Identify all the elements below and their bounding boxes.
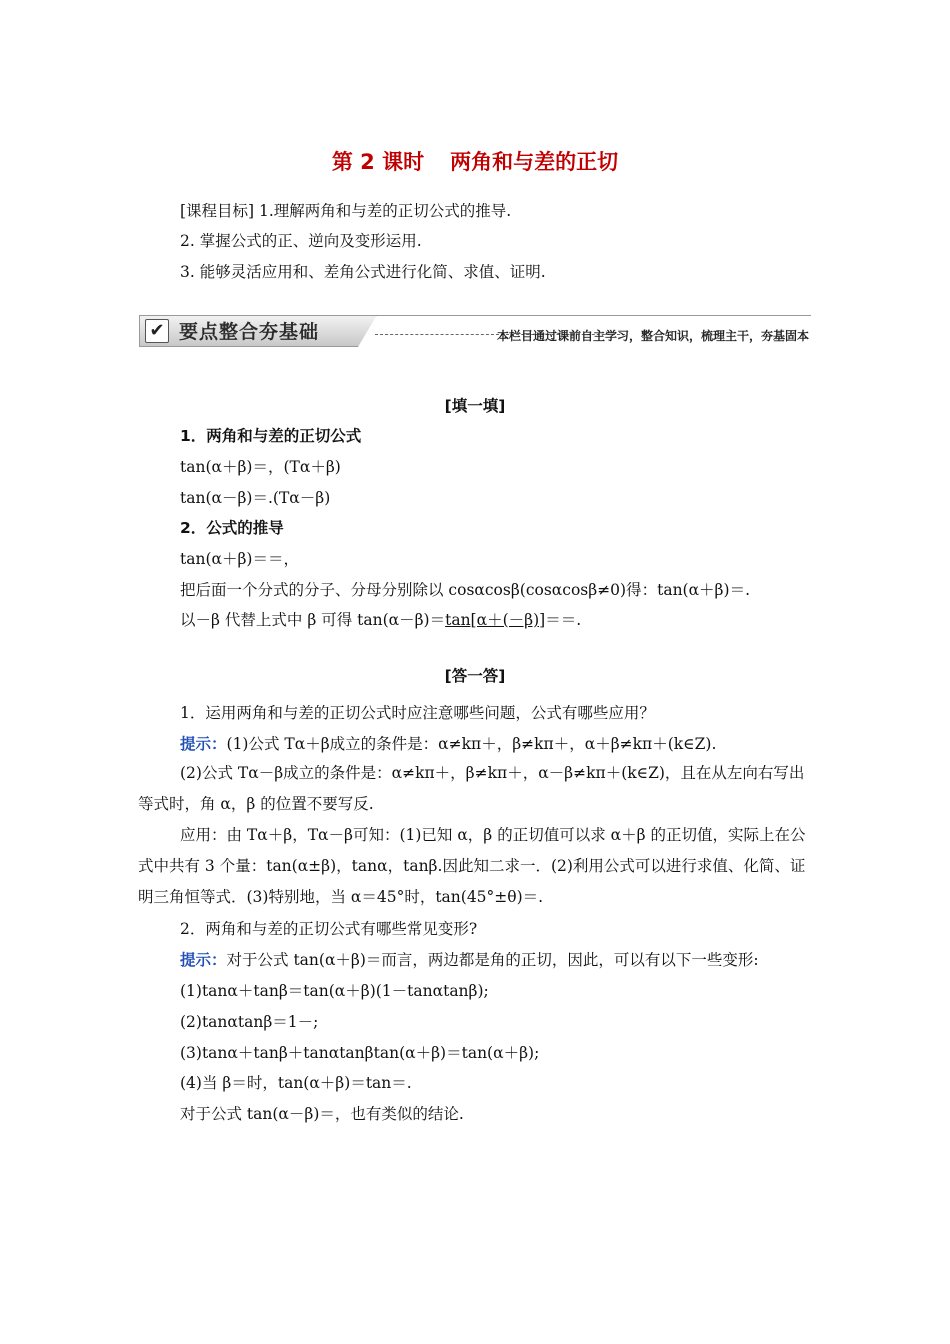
answer-1c: 应用：由 Tα＋β，Tα－β可知：(1)已知 α，β 的正切值可以求 α＋β 的正切值，实际上在公式中共有 3 个量：tan(α±β)，tanα，tanβ.因此知二求一．(2)利用公式可以进行求值、化简、证明三角恒等式．(3)特别地，当 α＝45°时，tan(45°±θ)＝.	[138, 826, 806, 906]
title-part2: 两角和与差的正切	[450, 150, 619, 174]
hint-label-2: 提示：	[180, 951, 227, 969]
formula-1: (1)tanα＋tanβ＝tan(α＋β)(1－tanαtanβ);	[180, 982, 489, 1000]
fill-line5	[180, 610, 581, 630]
lesson-title	[0, 146, 950, 176]
fill-line5-underlined: tan[α＋(－β)]	[445, 611, 546, 629]
objective-3: 3. 能够灵活应用和、差角公式进行化简、求值、证明.	[180, 263, 546, 281]
fill-line1: tan(α＋β)＝，(Tα＋β)	[180, 458, 341, 476]
objective-2: 2. 掌握公式的正、逆向及变形运用.	[180, 232, 422, 250]
objective-1: [课程目标] 1.理解两角和与差的正切公式的推导.	[180, 202, 512, 220]
formula-2: (2)tanαtanβ＝1－;	[180, 1013, 319, 1031]
banner-slogan: 本栏目通过课前自主学习，整合知识，梳理主干，夯基固本	[496, 329, 809, 343]
question-1: 1．运用两角和与差的正切公式时应注意哪些问题，公式有哪些应用？	[180, 704, 655, 722]
fill-line5-a: 以－β 代替上式中 β 可得 tan(α－β)＝	[180, 611, 446, 629]
question-2: 2．两角和与差的正切公式有哪些常见变形?	[180, 920, 478, 938]
formula-4: (4)当 β＝时，tan(α＋β)＝tan＝.	[180, 1074, 412, 1092]
fill-heading: [填一填]	[444, 397, 506, 415]
answer-2a-text: 对于公式 tan(α＋β)＝而言，两边都是角的正切，因此，可以有以下一些变形:	[226, 951, 759, 969]
answer-heading: [答一答]	[444, 667, 506, 685]
fill-item1-title: 1．两角和与差的正切公式	[180, 427, 362, 445]
formula-3: (3)tanα＋tanβ＋tanαtanβtan(α＋β)＝tan(α＋β);	[180, 1044, 540, 1062]
fill-line4: 把后面一个分式的分子、分母分别除以 cosαcosβ(cosαcosβ≠0)得：tan(α＋β)＝.	[180, 581, 750, 599]
answer-2a	[180, 950, 759, 970]
checkmark-icon: ✔	[145, 319, 169, 343]
answer-1b: (2)公式 Tα－β成立的条件是：α≠kπ＋，β≠kπ＋，α－β≠kπ＋(k∈Z)，且在从左向右写出等式时，角 α，β 的位置不要写反.	[138, 764, 805, 813]
answer-1a	[180, 734, 716, 754]
answer-1a-text: (1)公式 Tα＋β成立的条件是：α≠kπ＋，β≠kπ＋，α＋β≠kπ＋(k∈Z).	[226, 735, 717, 753]
fill-item2-title: 2．公式的推导	[180, 519, 284, 537]
section-banner	[139, 315, 811, 347]
fill-line2: tan(α－β)＝.(Tα－β)	[180, 489, 331, 507]
fill-line5-b: ＝＝.	[545, 611, 582, 629]
hint-label: 提示：	[180, 735, 227, 753]
banner-label: 要点整合夯基础	[179, 321, 320, 343]
title-part1: 第 2 课时	[331, 150, 425, 174]
fill-line3: tan(α＋β)＝＝，	[180, 550, 299, 568]
formula-5: 对于公式 tan(α－β)＝，也有类似的结论.	[180, 1105, 464, 1123]
